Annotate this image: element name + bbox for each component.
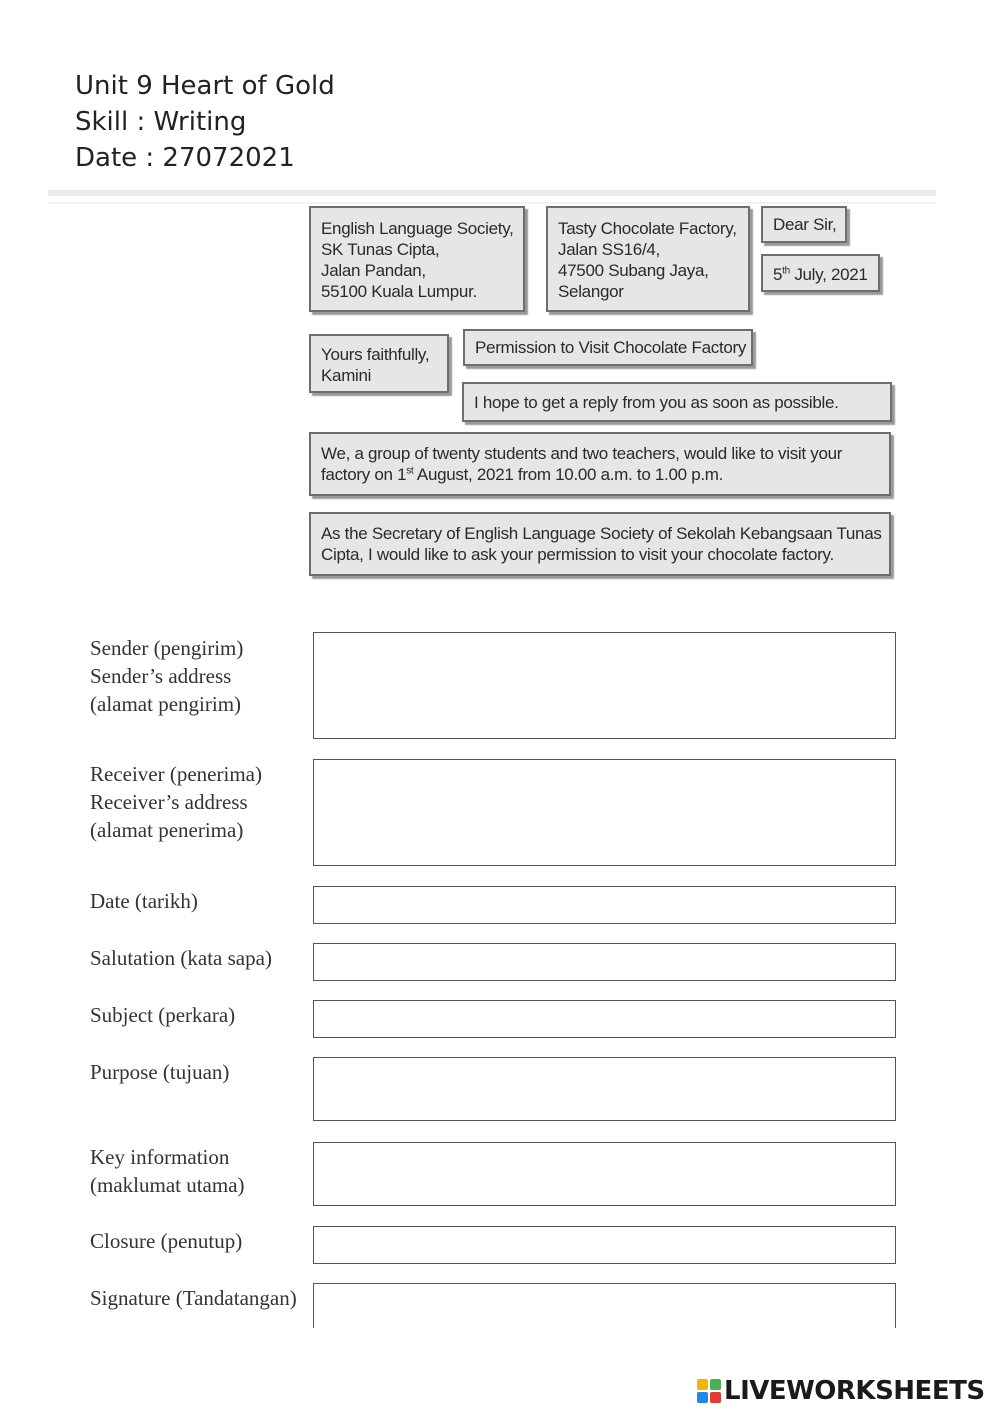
liveworksheets-brand: [697, 1376, 985, 1406]
label-signature: [90, 1284, 297, 1312]
card-line: Yours faithfully,: [321, 345, 430, 364]
label-closure: [90, 1227, 242, 1255]
logo-square: [697, 1379, 708, 1390]
card-line: Cipta, I would like to ask your permission to visit your chocolate factory.: [321, 545, 834, 564]
label-line: Salutation (kata sapa): [90, 946, 272, 970]
drop-field-date[interactable]: [313, 886, 896, 924]
card-line: Permission to Visit Chocolate Factory: [475, 338, 747, 357]
label-line: (maklumat utama): [90, 1173, 245, 1197]
key-info-text: factory on 1: [321, 465, 407, 484]
label-line: Sender’s address: [90, 664, 232, 688]
drop-field-signature[interactable]: [313, 1283, 896, 1328]
label-line: Receiver’s address: [90, 790, 248, 814]
label-salutation: [90, 944, 272, 972]
key-info-text: August, 2021 from 10.00 a.m. to 1.00 p.m.: [413, 465, 724, 484]
label-subject: [90, 1001, 235, 1029]
label-line: (alamat penerima): [90, 818, 244, 842]
date-sup: th: [782, 265, 790, 277]
drop-field-subject[interactable]: [313, 1000, 896, 1038]
date-day: 5: [773, 265, 783, 284]
card-line: Jalan Pandan,: [321, 261, 426, 280]
divider: [48, 190, 936, 196]
date-rest: July, 2021: [789, 265, 868, 284]
label-line: Key information: [90, 1145, 230, 1169]
card-closure[interactable]: [309, 334, 449, 393]
card-line: English Language Society,: [321, 219, 514, 238]
label-date: [90, 887, 198, 915]
card-line: SK Tunas Cipta,: [321, 240, 440, 259]
unit-title: Unit 9 Heart of Gold: [75, 71, 335, 101]
liveworksheets-logo-icon: [697, 1379, 721, 1403]
card-line: Jalan SS16/4,: [558, 240, 660, 259]
drop-field-purpose[interactable]: [313, 1057, 896, 1121]
card-purpose[interactable]: [309, 512, 891, 576]
card-subject[interactable]: [463, 329, 753, 366]
card-line: [773, 264, 868, 285]
skill-label: Skill : Writing: [75, 107, 247, 137]
label-line: Date (tarikh): [90, 889, 198, 913]
label-sender: [90, 634, 243, 718]
label-line: Closure (penutup): [90, 1229, 243, 1253]
card-key-information[interactable]: [309, 432, 891, 496]
worksheet-header: [75, 68, 335, 176]
drop-field-key-information[interactable]: [313, 1142, 896, 1206]
label-line: Signature (Tandatangan): [90, 1286, 297, 1310]
logo-square: [710, 1392, 721, 1403]
divider-thin: [48, 202, 936, 204]
card-line: Dear Sir,: [773, 215, 837, 234]
card-line: Kamini: [321, 366, 372, 385]
brand-name: LIVEWORKSHEETS: [724, 1376, 985, 1406]
drop-field-salutation[interactable]: [313, 943, 896, 981]
card-line: [321, 464, 879, 485]
label-receiver: [90, 760, 262, 844]
label-line: Subject (perkara): [90, 1003, 236, 1027]
card-sender-address[interactable]: [309, 206, 525, 312]
card-line: Tasty Chocolate Factory,: [558, 219, 737, 238]
label-key-information: [90, 1143, 245, 1199]
label-line: Receiver (penerima): [90, 762, 262, 786]
date-label: Date : 27072021: [75, 143, 295, 173]
card-line: I hope to get a reply from you as soon as possible.: [474, 393, 839, 412]
label-line: Purpose (tujuan): [90, 1060, 230, 1084]
card-line: 47500 Subang Jaya,: [558, 261, 709, 280]
logo-square: [710, 1379, 721, 1390]
logo-square: [697, 1392, 708, 1403]
card-line: We, a group of twenty students and two teachers, would like to visit your: [321, 444, 843, 463]
card-receiver-address[interactable]: [546, 206, 750, 312]
label-line: (alamat pengirim): [90, 692, 242, 716]
card-hope[interactable]: [462, 382, 892, 422]
card-line: As the Secretary of English Language Society of Sekolah Kebangsaan Tunas: [321, 524, 882, 543]
drop-field-closure[interactable]: [313, 1226, 896, 1264]
card-date[interactable]: [761, 254, 880, 292]
drop-field-sender[interactable]: [313, 632, 896, 739]
key-info-sup: st: [406, 465, 414, 477]
card-salutation[interactable]: [761, 206, 847, 243]
drop-field-receiver[interactable]: [313, 759, 896, 866]
label-purpose: [90, 1058, 229, 1086]
card-line: Selangor: [558, 282, 624, 301]
card-line: 55100 Kuala Lumpur.: [321, 282, 477, 301]
label-line: Sender (pengirim): [90, 636, 244, 660]
